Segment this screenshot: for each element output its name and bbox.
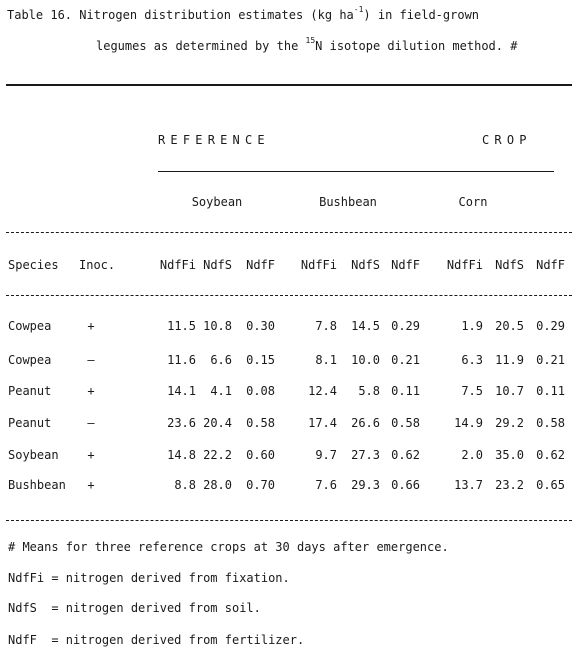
value-cell: 14.8	[167, 448, 196, 462]
inoculation-cell: +	[87, 478, 95, 492]
group-underline	[158, 171, 554, 172]
caption-text: ) in field-grown	[363, 8, 480, 22]
value-cell: 0.08	[246, 384, 275, 398]
value-cell: 29.2	[495, 416, 524, 430]
inoculation-cell: –	[87, 353, 95, 367]
value-cell: 28.0	[203, 478, 232, 492]
value-cell: 14.9	[454, 416, 483, 430]
footnote: NdfF = nitrogen derived from fertilizer.	[8, 633, 305, 647]
caption-superscript: 15	[305, 36, 316, 45]
table-caption-line-1	[7, 5, 480, 22]
top-rule	[6, 84, 572, 86]
value-cell: 12.4	[308, 384, 337, 398]
inoculation-cell: +	[87, 448, 95, 462]
value-cell: 14.1	[167, 384, 196, 398]
species-cell: Cowpea	[8, 319, 52, 333]
value-cell: 0.60	[246, 448, 275, 462]
value-cell: 0.62	[536, 448, 565, 462]
value-cell: 0.21	[391, 353, 420, 367]
value-cell: 27.3	[351, 448, 380, 462]
value-cell: 0.58	[246, 416, 275, 430]
reference-crop-header: Bushbean	[319, 195, 377, 209]
column-header: NdfF	[536, 258, 565, 272]
value-cell: 9.7	[315, 448, 337, 462]
value-cell: 8.1	[315, 353, 337, 367]
value-cell: 10.7	[495, 384, 524, 398]
value-cell: 22.2	[203, 448, 232, 462]
group-header-reference: REFERENCE	[158, 133, 270, 147]
column-header: Species	[8, 258, 59, 272]
value-cell: 7.5	[461, 384, 483, 398]
value-cell: 6.6	[210, 353, 232, 367]
value-cell: 35.0	[495, 448, 524, 462]
column-header: NdfF	[246, 258, 275, 272]
species-cell: Peanut	[8, 384, 52, 398]
column-header: NdfFi	[159, 258, 196, 272]
inoculation-cell: +	[87, 384, 95, 398]
species-cell: Soybean	[8, 448, 59, 462]
reference-crop-header: Corn	[458, 195, 488, 209]
value-cell: 0.70	[246, 478, 275, 492]
value-cell: 0.11	[391, 384, 420, 398]
table-caption-line-2	[96, 36, 518, 53]
column-header-rule	[6, 295, 572, 296]
column-header: NdfFi	[446, 258, 483, 272]
header-rule	[6, 232, 572, 233]
footnote: # Means for three reference crops at 30 days after emergence.	[8, 540, 449, 554]
value-cell: 0.58	[536, 416, 565, 430]
value-cell: 4.1	[210, 384, 232, 398]
value-cell: 11.6	[167, 353, 196, 367]
column-header: Inoc.	[79, 258, 116, 272]
column-header: NdfF	[391, 258, 420, 272]
column-header: NdfFi	[300, 258, 337, 272]
value-cell: 14.5	[351, 319, 380, 333]
group-header-crop: CROP	[482, 133, 532, 147]
value-cell: 17.4	[308, 416, 337, 430]
value-cell: 10.8	[203, 319, 232, 333]
value-cell: 5.8	[358, 384, 380, 398]
column-header: NdfS	[203, 258, 232, 272]
value-cell: 0.29	[536, 319, 565, 333]
inoculation-cell: +	[87, 319, 95, 333]
caption-text: legumes as determined by the	[96, 39, 306, 53]
column-header: NdfS	[351, 258, 380, 272]
caption-text: N isotope dilution method. #	[315, 39, 518, 53]
value-cell: 23.2	[495, 478, 524, 492]
value-cell: 2.0	[461, 448, 483, 462]
value-cell: 20.4	[203, 416, 232, 430]
value-cell: 0.30	[246, 319, 275, 333]
value-cell: 23.6	[167, 416, 196, 430]
value-cell: 29.3	[351, 478, 380, 492]
value-cell: 26.6	[351, 416, 380, 430]
value-cell: 0.21	[536, 353, 565, 367]
footnote: NdfS = nitrogen derived from soil.	[8, 601, 261, 615]
caption-superscript: -1	[353, 5, 364, 14]
value-cell: 0.65	[536, 478, 565, 492]
footnote: NdfFi = nitrogen derived from fixation.	[8, 571, 290, 585]
value-cell: 7.8	[315, 319, 337, 333]
value-cell: 8.8	[174, 478, 196, 492]
species-cell: Bushbean	[8, 478, 66, 492]
species-cell: Peanut	[8, 416, 52, 430]
species-cell: Cowpea	[8, 353, 52, 367]
caption-text: Table 16. Nitrogen distribution estimates (kg ha	[7, 8, 354, 22]
inoculation-cell: –	[87, 416, 95, 430]
reference-crop-header: Soybean	[191, 195, 243, 209]
value-cell: 0.66	[391, 478, 420, 492]
column-header: NdfS	[495, 258, 524, 272]
value-cell: 0.29	[391, 319, 420, 333]
value-cell: 6.3	[461, 353, 483, 367]
value-cell: 0.11	[536, 384, 565, 398]
value-cell: 7.6	[315, 478, 337, 492]
value-cell: 11.5	[167, 319, 196, 333]
value-cell: 11.9	[495, 353, 524, 367]
value-cell: 1.9	[461, 319, 483, 333]
value-cell: 10.0	[351, 353, 380, 367]
value-cell: 0.62	[391, 448, 420, 462]
value-cell: 0.15	[246, 353, 275, 367]
value-cell: 0.58	[391, 416, 420, 430]
value-cell: 13.7	[454, 478, 483, 492]
value-cell: 20.5	[495, 319, 524, 333]
bottom-rule	[6, 520, 572, 521]
